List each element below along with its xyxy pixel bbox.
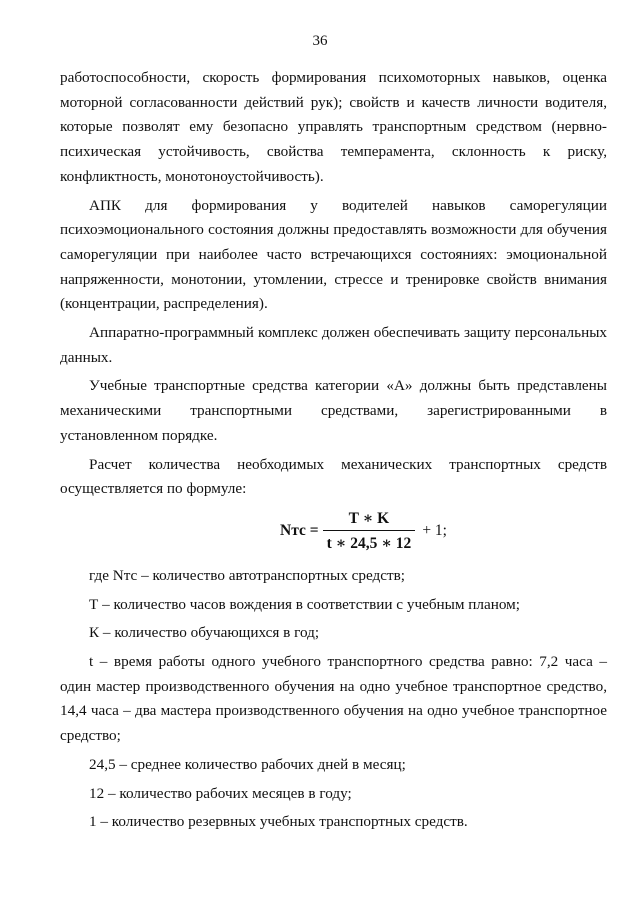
definition-k-students: К – количество обучающихся в год; xyxy=(89,624,320,642)
paragraph-apk-self-regulation: АПК для формирования у водителей навыков саморегуляции психоэмоционального состояния должны предоставлять возможности для обучения саморегуляции при наиболее часто встречающихся состояниях: эмоциональной напряженности, монотонии, утомлении, стрессе и тренировке свойств внимания (концентрации, распределения). xyxy=(60,196,607,313)
formula-denominator: t ∗ 24,5 ∗ 12 xyxy=(323,530,416,553)
formula-numerator: T ∗ K xyxy=(348,510,390,528)
formula-tail: + 1; xyxy=(422,521,447,539)
vehicle-count-formula xyxy=(60,506,607,556)
paragraph-vehicles-category-a: Учебные транспортные средства категории «А» должны быть представлены механическими транспортными средствами, зарегистрированными в установленном порядке. xyxy=(60,377,607,444)
definition-t-hours: Т – количество часов вождения в соответствии с учебным планом; xyxy=(89,595,520,613)
paragraph-calculation-intro: Расчет количества необходимых механических транспортных средств осуществляется по формуле: xyxy=(60,455,607,498)
formula-fraction xyxy=(323,508,416,553)
definition-working-months: 12 – количество рабочих месяцев в году; xyxy=(89,784,352,802)
definition-t-working-time: t – время работы одного учебного транспортного средства равно: 7,2 часа – один мастер производственного обучения на одно учебное транспортное средство, 14,4 часа – два мастера производственного обучения на одно учебное транспортное средство; xyxy=(60,653,607,745)
definition-ntc: где Nтс – количество автотранспортных средств; xyxy=(89,566,405,584)
formula-lhs: Nтс = xyxy=(280,521,319,539)
paragraph-continuation: работоспособности, скорость формирования психомоторных навыков, оценка моторной согласованности действий рук); свойств и качеств личности водителя, которые позволят ему безопасно управлять транспортным средством (нервно-психическая устойчивость, свойства темперамента, склонность к риску, конфликтность, монотоноустойчивость). xyxy=(60,69,607,185)
definition-working-days: 24,5 – среднее количество рабочих дней в месяц; xyxy=(89,755,406,773)
definition-reserve-vehicles: 1 – количество резервных учебных транспортных средств. xyxy=(89,813,468,831)
paragraph-data-protection: Аппаратно-программный комплекс должен обеспечивать защиту персональных данных. xyxy=(60,324,607,366)
page-number: 36 xyxy=(312,33,328,49)
document-body xyxy=(60,66,607,839)
